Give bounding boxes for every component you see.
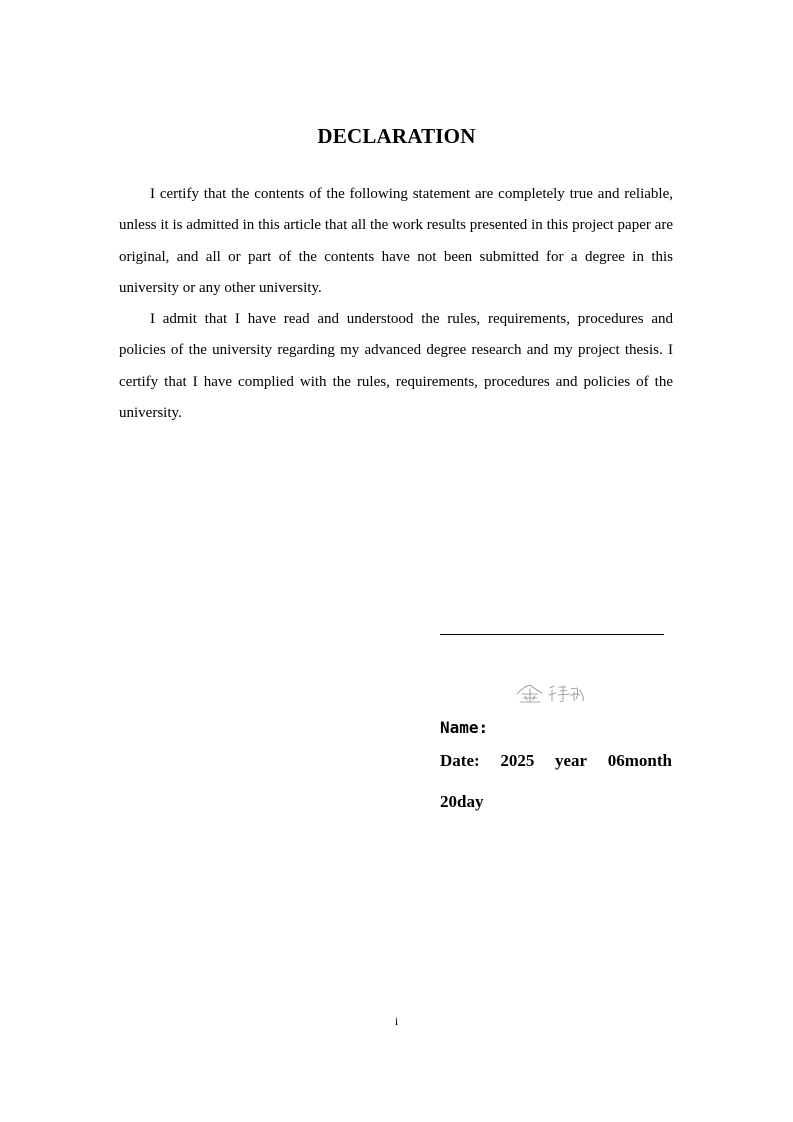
date-line [440,751,672,771]
date-month: 06month [607,751,672,770]
handwritten-signature [514,681,586,705]
declaration-paragraph-1: I certify that the contents of the following statement are completely true and reliable, unless it is admitted in this article that all the work results presented in this project paper are original, and all or part of the contents have not been submitted for a degree in this university or any other university. [119,186,673,297]
date-day: 20day [440,792,484,811]
date-label: Date: [440,751,480,770]
name-label: Name: [440,718,489,737]
page-title: DECLARATION [317,124,476,148]
declaration-paragraph-2: I admit that I have read and understood the rules, requirements, procedures and policies of the university regarding my advanced degree research and my project thesis. I certify that I have complied with the rules, requirements, procedures and policies of the university. [119,311,673,422]
date-year-label: year [555,751,588,770]
page-number: i [394,1014,399,1028]
date-year-value: 2025 [500,751,535,770]
signature-line [440,634,664,635]
